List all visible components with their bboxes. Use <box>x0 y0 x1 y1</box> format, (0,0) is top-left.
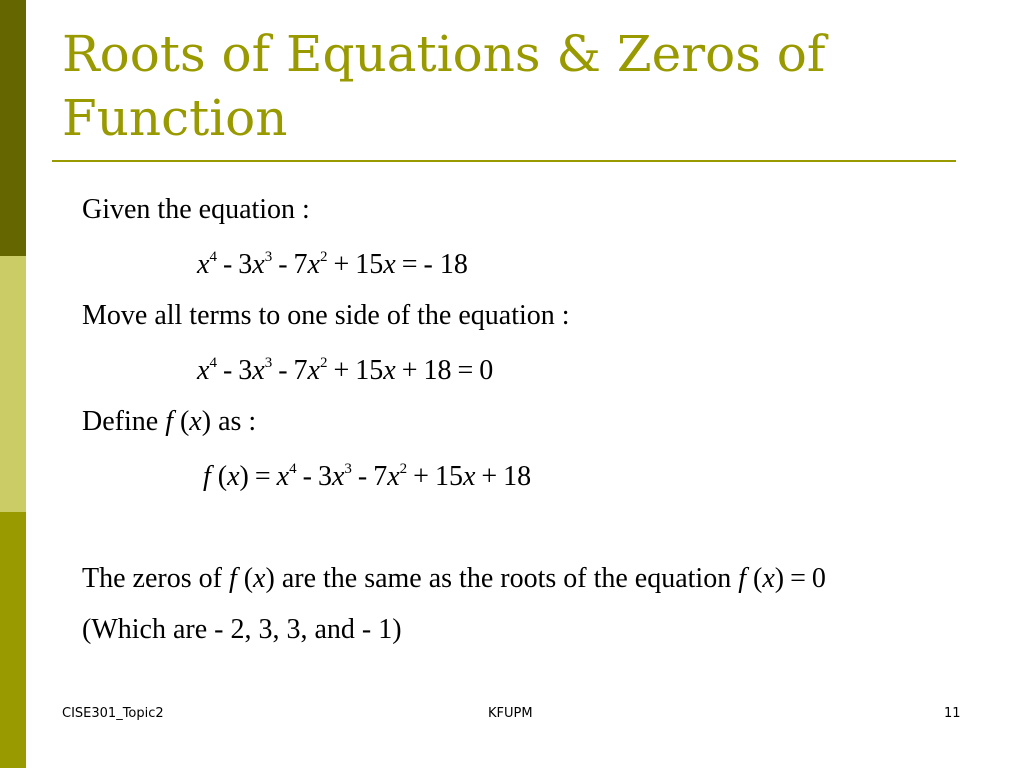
zeros-text: The zeros of f (x) are the same as the roots of the equation f (x) = 0 <box>82 563 826 594</box>
given-text: Given the equation : <box>82 194 310 225</box>
equation-1: $x^4 - 3x^3 - 7x^2 + 15x$ = - 18 <box>197 249 468 280</box>
equation-3: f $(x) = x^4 - 3x^3 - 7x^2 + 15x + 18$ <box>203 461 532 492</box>
roots-list: (Which are - 2, 3, 3, and - 1) <box>82 614 402 645</box>
slide-title: Roots of Equations & Zeros of Function <box>62 25 826 147</box>
footer-course: CISE301_Topic2 <box>62 706 164 721</box>
footer-page-number: 11 <box>944 706 961 721</box>
sidebar-olive-band <box>0 512 26 768</box>
equation-2: $x^4 - 3x^3 - 7x^2 + 15x + 18 = 0$ <box>197 355 494 386</box>
define-text: Define f (x) as : <box>82 406 257 437</box>
define-label: Define <box>82 406 159 437</box>
zeros-roots-label: are the same as the roots of the equation <box>281 563 732 594</box>
sidebar-light-band <box>0 256 26 512</box>
title-underline <box>52 160 956 162</box>
move-text: Move all terms to one side of the equation : <box>82 300 570 331</box>
sidebar-dark-band <box>0 0 26 256</box>
zeros-label: The zeros of <box>82 563 222 594</box>
footer-institution: KFUPM <box>488 706 533 721</box>
define-as-label: as : <box>218 406 257 437</box>
